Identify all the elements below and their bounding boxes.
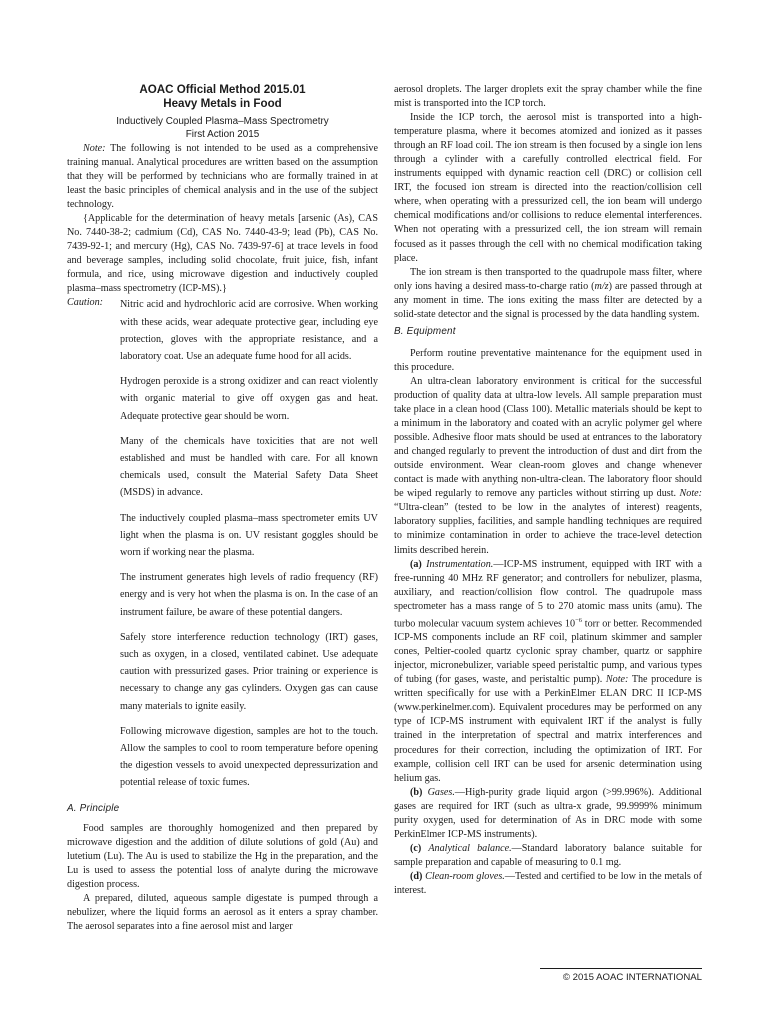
equipment-item-d — [394, 870, 702, 898]
item-text: —ICP-MS instrument, equipped with IRT with a free-running 40 MHz RF generator; and controllers for nebulizer, plasma, auxiliary, and reaction/collision flow control. The quadrupole mass spectrometer has a mass range of 5 to 270 atomic mass units (amu). The turbo molecular vacuum system achieves 10 — [394, 558, 703, 630]
item-title: Analytical balance. — [428, 842, 512, 854]
item-label: (a) — [410, 558, 422, 570]
item-text: —High-purity grade liquid argon (>99.996%). Additional gases are required for IRT (such as ultra-x grade, 99.9999% minimum purity oxygen, used for determination of As in DRC mode with some PerkinElmer ICP-MS instruments). — [394, 786, 702, 840]
section-heading-equipment: B. Equipment — [394, 325, 456, 337]
caution-paragraph: Many of the chemicals have toxicities that are not well established and must be handled with care. For all known chemicals used, consult the Material Safety Data Sheet (MSDS) in advance. — [120, 435, 378, 499]
note-label: Note: — [679, 488, 702, 500]
mz-symbol: m/z — [594, 280, 609, 292]
equipment-text: An ultra-clean laboratory environment is critical for the successful production of quality data at ultra-low levels. All sample preparation must take place in a clean hood (Class 100). Metallic materials should be kept to a minimum in the laboratory and coated with an acrylic polymer gel where possible. Adhesive floor mats should be used at entrances to the laboratory and changed regularly to prevent the introduction of dust and dirt from the outside environment. Wear clean-room gloves and change whenever contact is made with anything non-ultra-clean. The laboratory floor should be wiped regularly to remove any particles without stirring up dust. — [394, 375, 702, 500]
note-label: Note: — [83, 142, 106, 154]
caution-paragraph: The inductively coupled plasma–mass spectrometer emits UV light when the plasma is on. UV resistant goggles should be worn if working near the plasma. — [120, 512, 378, 558]
item-text: The procedure is written specifically for use with a PerkinElmer ELAN DRC II ICP-MS (www.perkinelmer.com). Equivalent procedures may be performed on any type of ICP-MS instrument with equivalent IRT if the analyst is fully trained in the interpretation of spectral and matrix interferences and procedures for their correction, including the optimization of IRT. For example, collision cell IRT can be used for arsenic determination using helium gas. — [394, 674, 702, 784]
item-title: Instrumentation. — [426, 558, 494, 570]
equipment-paragraph: Perform routine preventative maintenance for the equipment used in this procedure. — [394, 347, 702, 373]
method-technique: Inductively Coupled Plasma–Mass Spectrometry — [116, 116, 329, 127]
right-column — [394, 83, 702, 898]
note-label: Note: — [605, 674, 629, 686]
copyright-footer: © 2015 AOAC INTERNATIONAL — [562, 972, 702, 983]
principle-paragraph: A prepared, diluted, aqueous sample digestate is pumped through a nebulizer, where the liquid forms an aerosol as it enters a spray chamber. The aerosol separates into a fine aerosol mist and larger — [67, 892, 378, 932]
item-text: —Tested and certified to be low in the metals of interest. — [394, 870, 702, 896]
caution-paragraph: Safely store interference reduction technology (IRT) gases, such as oxygen, in a closed, ventilated cabinet. Use adequate caution with pressurized gases. Prior training or experience is necessary to change any gas cylinders. Oxygen gas can cause many materials to ignite easily. — [120, 631, 378, 712]
method-subject: Heavy Metals in Food — [163, 97, 282, 110]
item-label: (b) — [410, 786, 423, 798]
equipment-text: “Ultra-clean” (tested to be low in the analytes of interest) reagents, laboratory supplies, facilities, and sample handling techniques are required to minimize contamination in order to achieve the trace-level detection limits described herein. — [394, 502, 702, 556]
equipment-item-a — [394, 558, 702, 786]
principle-text: ) are passed through at any moment in time. The ions exiting the mass filter are detected by a solid-state detector and the signal is processed by the data handling system. — [394, 280, 703, 320]
principle-paragraph: Inside the ICP torch, the aerosol mist is transported into a high-temperature plasma, where it becomes atomized and ionized as it passes through an RF load coil. The ion stream is then focused by a single ion lens through a cylinder with a carefully controlled electrical field. For instruments equipped with dynamic reaction cell (DRC) or collision cell IRT, the focused ion stream is directed into the reaction/collision cell where, when operating with a pressurized cell, the ion beam will undergo chemical modifications and/or collisions to reduce elemental interferences. When not operating with a pressurized cell, the ion stream will remain focused as it passes through the cell with no chemical modification taking place. — [394, 112, 702, 264]
caution-paragraph: Following microwave digestion, samples are hot to the touch. Allow the samples to cool to room temperature before opening the digestion vessels to avoid unexpected depressurization and potential release of toxic fumes. — [120, 725, 378, 789]
item-text: torr or better. Recommended ICP-MS components include an RF coil, platinum skimmer and sampler cones, Peltier-cooled quartz cyclonic spray chamber, quartz or sapphire injector, micronebulizer, variable speed peristaltic pump, and various types of tubing (for gases, waste, and peristaltic pump). — [394, 618, 702, 686]
method-action-status: First Action 2015 — [185, 129, 260, 141]
item-label: (d) — [410, 870, 423, 882]
section-heading-principle: A. Principle — [67, 802, 120, 814]
principle-text: The ion stream is then transported to the quadrupole mass filter, where only ions having a desired mass-to-charge ratio ( — [394, 266, 702, 292]
principle-paragraph — [394, 266, 702, 322]
note-text: The following is not intended to be used as a comprehensive training manual. Analytical procedures are written based on the assumption that they will be performed by technicians who are formally trained in at least the basic principles of chemical analysis and in the use of the subject technology. — [67, 142, 378, 210]
item-title: Gases. — [427, 786, 455, 798]
left-column — [67, 83, 378, 934]
equipment-item-b — [394, 786, 702, 842]
caution-label: Caution: — [67, 297, 104, 309]
caution-block — [67, 296, 378, 791]
principle-paragraph-continued: aerosol droplets. The larger droplets exit the spray chamber while the fine mist is transported into the ICP torch. — [394, 84, 702, 110]
caution-paragraph: The instrument generates high levels of radio frequency (RF) energy and is very hot when the plasma is on. In the case of an instrument failure, be aware of these potential dangers. — [120, 572, 378, 618]
equipment-item-c — [394, 842, 702, 870]
applicability-paragraph: {Applicable for the determination of heavy metals [arsenic (As), CAS No. 7440-38-2; cadmium (Cd), CAS No. 7440-43-9; lead (Pb), CAS No. 7439-92-1; and mercury (Hg), CAS No. 7439-97-6] at trace levels in food and beverage samples, including solid chocolate, fruit juice, fish, infant formula, and rice, using microwave digestion and inductively coupled plasma–mass spectrometry (ICP-MS).} — [67, 213, 378, 295]
caution-paragraph: Nitric acid and hydrochloric acid are corrosive. When working with these acids, wear adequate protective gear, including eye protection, gloves with the appropriate resistance, and a laboratory coat. Use an adequate fume hood for all acids. — [120, 299, 378, 362]
exponent: −6 — [575, 616, 582, 624]
item-title: Clean-room gloves. — [425, 870, 505, 882]
equipment-paragraph — [394, 375, 702, 558]
item-label: (c) — [410, 842, 422, 854]
principle-paragraph: Food samples are thoroughly homogenized and then prepared by microwave digestion and the addition of dilute solutions of gold (Au) and lutetium (Lu). The Au is used to stabilize the Hg in the preparation, and the Lu is used to assess the potential loss of analyte during the microwave digestion process. — [67, 822, 378, 890]
item-text: —Standard laboratory balance suitable for sample preparation and capable of measuring to 0.1 mg. — [394, 842, 702, 868]
footer-rule — [540, 968, 702, 969]
caution-paragraph: Hydrogen peroxide is a strong oxidizer and can react violently with organic material to give off oxygen gas and heat. Adequate protective gear should be worn. — [120, 376, 378, 422]
method-title: AOAC Official Method 2015.01 — [139, 83, 306, 96]
note-paragraph — [67, 142, 378, 212]
